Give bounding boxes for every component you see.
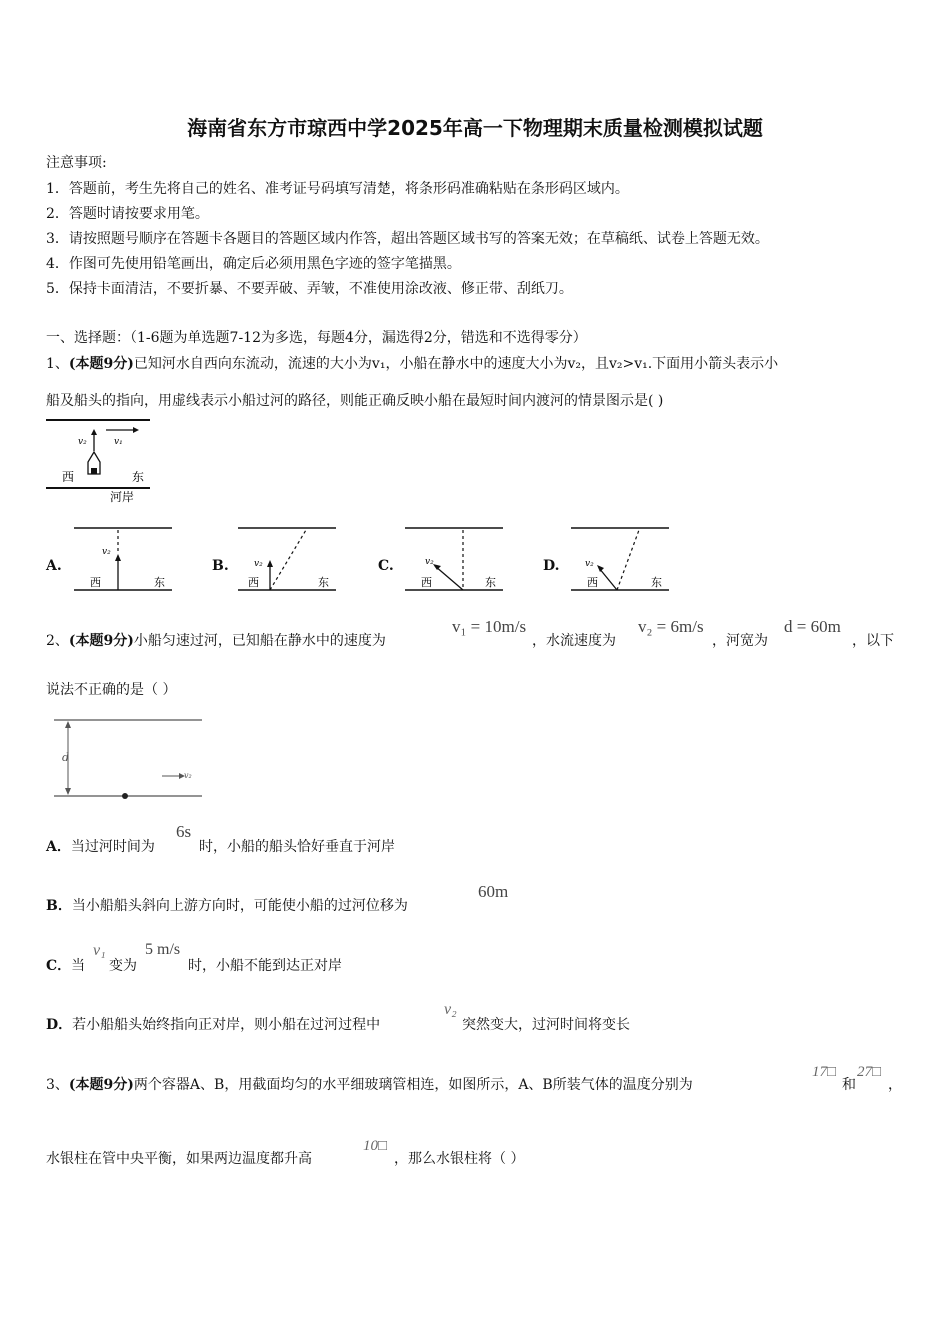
- east-label: 东: [318, 576, 329, 589]
- v2-label: v₂: [254, 559, 263, 569]
- river-width-diagram: [52, 712, 208, 804]
- option-label: C．: [46, 958, 72, 974]
- formula: 5 m/s: [145, 941, 181, 958]
- boat-dot: [122, 793, 128, 799]
- question-text: 已知河水自西向东流动，流速的大小为v₁，小船在静水中的速度大小为v₂，且v₂>v₁.下面用小箭头表示小: [133, 356, 779, 372]
- formula-v2: v₂ = 6m/s: [638, 617, 704, 636]
- formula: 6s: [176, 822, 192, 841]
- option-b[interactable]: [46, 895, 408, 915]
- option-a-label: A.: [46, 558, 62, 574]
- notice-item: 3．请按照题号顺序在答题卡各题目的答题区域内作答，超出答题区域书写的答案无效；在草稿纸、试卷上答题无效。: [46, 231, 769, 247]
- notice-heading: 注意事项:: [46, 155, 107, 171]
- question-text: 两个容器A、B，用截面均匀的水平细玻璃管相连，如图所示，A、B所装气体的温度分别为: [133, 1077, 693, 1093]
- question-3-line-1: [46, 1074, 693, 1094]
- option-d-diagram[interactable]: [569, 524, 673, 596]
- question-number: 1、: [46, 356, 69, 372]
- v2-label: v₂: [425, 557, 434, 567]
- question-1-line-1: [46, 353, 778, 373]
- formula: 27□: [857, 1064, 882, 1080]
- option-text: 当过河时间为: [70, 839, 155, 855]
- notice-item: 1．答题前，考生先将自己的姓名、准考证号码填写清楚，将条形码准确粘贴在条形码区域内。: [46, 181, 629, 197]
- east-label: 东: [485, 576, 496, 589]
- option-label: D．: [46, 1017, 73, 1033]
- notice-item: 4．作图可先使用铅笔画出，确定后必须用黑色字迹的签字笔描黑。: [46, 256, 461, 272]
- formula: 60m: [478, 882, 509, 901]
- option-text: 若小船船头始终指向正对岸，则小船在过河过程中: [72, 1017, 381, 1033]
- option-d[interactable]: [46, 1014, 380, 1034]
- east-label: 东: [132, 470, 145, 484]
- question-2-line-1: [46, 630, 386, 650]
- option-text: 当: [71, 958, 86, 974]
- west-label: 西: [248, 576, 259, 589]
- option-b-diagram[interactable]: [236, 524, 340, 596]
- east-label: 东: [154, 576, 165, 589]
- formula: v₁: [93, 942, 106, 959]
- formula-v1: v₁ = 10m/s: [452, 617, 527, 636]
- option-c-label: C.: [378, 558, 394, 574]
- bank-label: 河岸: [110, 490, 135, 504]
- east-label: 东: [651, 576, 662, 589]
- option-text: 变为: [109, 958, 137, 974]
- west-label: 西: [587, 576, 598, 589]
- question-text: ，以下: [852, 633, 894, 649]
- question-points: (本题9分): [68, 1077, 134, 1093]
- formula-d: d = 60m: [784, 617, 841, 636]
- option-c-diagram[interactable]: [403, 524, 507, 596]
- option-d-label: D.: [543, 558, 560, 574]
- question-2-line-2: 说法不正确的是（ ）: [46, 682, 177, 698]
- notice-item: 2．答题时请按要求用笔。: [46, 206, 209, 222]
- formula: v₂: [444, 1001, 457, 1018]
- v2-label: v₂: [184, 771, 192, 780]
- notice-item: 5．保持卡面清洁，不要折暴、不要弄破、弄皱，不准使用涂改液、修正带、刮纸刀。: [46, 281, 573, 297]
- question-text: 和: [842, 1077, 856, 1093]
- v2-label: v₂: [585, 559, 594, 569]
- formula: 17□: [812, 1064, 837, 1080]
- v2-label: v₂: [78, 437, 87, 447]
- question-text: ，河宽为: [712, 633, 768, 649]
- question-number: 3、: [46, 1077, 69, 1093]
- d-label: d: [62, 751, 70, 764]
- option-text: 时，小船的船头恰好垂直于河岸: [199, 839, 395, 855]
- option-label: A．: [46, 839, 71, 855]
- river-diagram: [44, 414, 154, 506]
- option-text: 时，小船不能到达正对岸: [188, 958, 342, 974]
- formula: 10□: [363, 1138, 388, 1154]
- option-b-label: B.: [212, 558, 229, 574]
- west-label: 西: [90, 576, 101, 589]
- option-text: 突然变大，过河时间将变长: [462, 1017, 630, 1033]
- question-text: ，那么水银柱将（ ）: [394, 1151, 525, 1167]
- question-1-line-2: 船及船头的指向，用虚线表示小船过河的路径，则能正确反映小船在最短时间内渡河的情景图示是( ): [46, 393, 664, 409]
- option-text: 当小船船头斜向上游方向时，可能使小船的过河位移为: [71, 898, 408, 914]
- question-text: ，: [888, 1077, 902, 1093]
- option-c[interactable]: [46, 955, 85, 975]
- option-a[interactable]: [46, 836, 155, 856]
- west-label: 西: [62, 470, 75, 484]
- west-label: 西: [421, 576, 432, 589]
- question-number: 2、: [46, 633, 69, 649]
- question-text: 小船匀速过河，已知船在静水中的速度为: [133, 633, 386, 649]
- question-text: ，水流速度为: [532, 633, 616, 649]
- question-points: (本题9分): [68, 633, 134, 649]
- option-label: B．: [46, 898, 72, 914]
- v1-label: v₁: [114, 437, 123, 447]
- question-points: (本题9分): [68, 356, 134, 372]
- question-3-line-2: 水银柱在管中央平衡，如果两边温度都升高: [46, 1151, 312, 1167]
- v2-label: v₂: [102, 547, 111, 557]
- page-title: 海南省东方市琼西中学2025年高一下物理期末质量检测模拟试题: [187, 116, 763, 140]
- option-a-diagram[interactable]: [72, 524, 176, 596]
- section-heading: 一、选择题：（1-6题为单选题7-12为多选，每题4分，漏选得2分，错选和不选得零分）: [46, 330, 587, 346]
